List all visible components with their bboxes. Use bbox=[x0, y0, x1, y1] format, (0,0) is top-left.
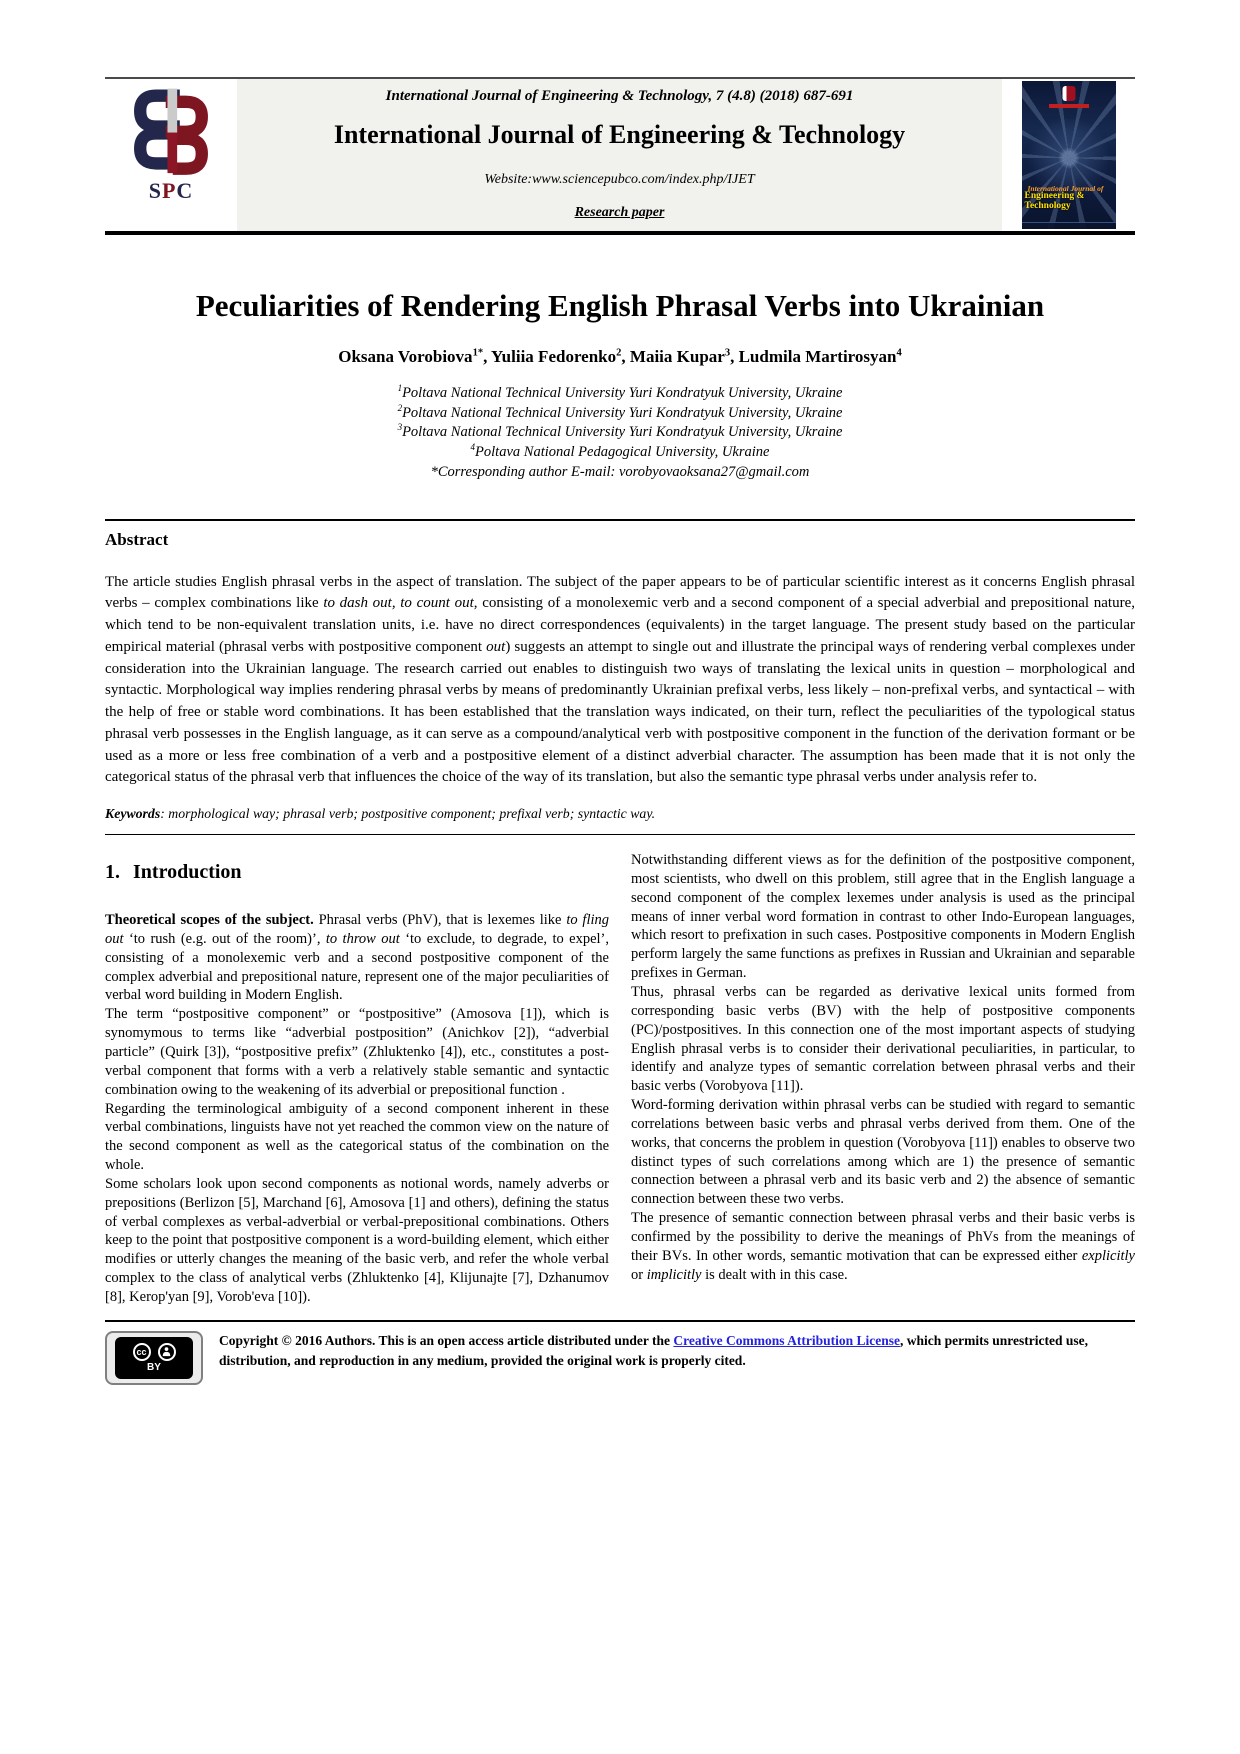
cover-title: Engineering & Technology bbox=[1024, 191, 1085, 211]
journal-header bbox=[105, 77, 1135, 235]
section-title: Introduction bbox=[133, 861, 242, 884]
publisher-logo bbox=[105, 79, 237, 231]
creative-commons-license-link[interactable]: Creative Commons Attribution License bbox=[673, 1332, 900, 1348]
keywords-line: Keywords: morphological way; phrasal verb; postpositive component; prefixal verb; syntactic way. bbox=[105, 806, 656, 822]
body-columns bbox=[105, 851, 1135, 1307]
cover-banner bbox=[1049, 104, 1089, 108]
cover-subtitle: International Journal of bbox=[1027, 184, 1104, 193]
intro-heading bbox=[105, 859, 609, 885]
journal-title: International Journal of Engineering & Technology bbox=[333, 120, 906, 149]
left-column bbox=[105, 851, 609, 1307]
abstract-heading: Abstract bbox=[105, 529, 169, 549]
corresponding-author-line: *Corresponding author E-mail: vorobyovaoksana27@gmail.com bbox=[430, 463, 810, 480]
cc-icon: cc bbox=[133, 1343, 151, 1361]
journal-website: Website:www.sciencepubco.com/index.php/IJET bbox=[484, 172, 755, 187]
intro-paragraph: Notwithstanding different views as for the definition of the postpositive component, most scientists, who dwell on this problem, still agree that in the English language a second component of the complex lexemes under analysis is used as the principal means of inner verbal word formation in contrast to other Indo-European languages, which resort to prefixation in such cases. Postpositive components in Modern English perform largely the same functions as prefixes in Russian and Ukrainian and separable prefixes in German. bbox=[631, 852, 1135, 982]
cc-by-label: BY bbox=[147, 1361, 161, 1373]
journal-header-panel bbox=[237, 79, 1002, 231]
intro-paragraph: The term “postpositive component” or “postpositive” (Amosova [1]), which is synomymous to terms like “adverbial postposition” (Anichkov [2]), “adverbial particle” (Quirk [3]), “postpositive prefix” (Zhluktenko [4]), etc., constitutes a post-verbal component that forms with a verb a relatively stable semantic and syntactic combination owing to the weakening of its adverbial or prepositional function . bbox=[105, 1006, 609, 1098]
article-title: Peculiarities of Rendering English Phrasal Verbs into Ukrainian bbox=[195, 288, 1045, 323]
intro-paragraph: Word-forming derivation within phrasal verbs can be studied with regard to semantic correlations between basic verbs and phrasal verbs derived from them. One of the works, that concerns the problem in question (Vorobyova [11]) enables to observe two distinct types of such correlations among which are 1) the presence of semantic connection between a phrasal verb and its basic verb and 2) the absence of semantic connection between these two verbs. bbox=[631, 1097, 1135, 1208]
spc-logo-icon bbox=[127, 83, 215, 177]
person-icon bbox=[158, 1343, 176, 1361]
authors-line: Oksana Vorobiova$^{1*}$, Yuliia Fedorenko$^2$, Maiia Kupar$^3$, Ludmila Martirosyan$^4$ bbox=[338, 347, 902, 366]
right-column bbox=[631, 851, 1135, 1307]
section-number: 1. bbox=[105, 861, 120, 884]
copyright-text: Copyright © 2016 Authors. This is an open access article distributed under the Creative Commons Attribution License, which permits unrestricted use, distribution, and reproduction in any medium, provided the original work is properly cited. bbox=[219, 1332, 1088, 1369]
intro-paragraph: Thus, phrasal verbs can be regarded as derivative lexical units formed from corresponding basic verbs (BV) with the help of postpositive components (PC)/postpositives. In this connection one of the most important aspects of studying English phrasal verbs is to consider their derivational peculiarities, in particular, to identify and analyze types of semantic correlation between phrasal verbs and their basic verbs (Vorobyova [11]). bbox=[631, 984, 1135, 1095]
intro-paragraph: Some scholars look upon second components as notional words, namely adverbs or prepositions (Berlizon [5], Marchand [6], Amosova [1] and others), defining the status of verbal complexes as verbal-adverbial or verbal-prepositional combinations. Others keep to the point that postpositive component is a word-building element, which either modifies or utterly changes the meaning of the basic verb, and refer the whole verbal complex to the class of analytical verbs (Zhluktenko [4], Klijunajte [7], Dzhanumov [8], Kerop'yan [9], Vorob'eva [10]). bbox=[105, 1175, 609, 1305]
journal-cover bbox=[1002, 79, 1135, 231]
cover-logo-icon bbox=[1062, 86, 1075, 101]
affiliation-line: $^2$Poltava National Technical University Yuri Kondratyuk University, Ukraine bbox=[397, 402, 843, 421]
affiliation-line: $^3$Poltava National Technical University Yuri Kondratyuk University, Ukraine bbox=[397, 422, 843, 441]
intro-paragraph: The presence of semantic connection between phrasal verbs and their basic verbs is confirmed by the possibility to derive the meanings of PhVs from the meanings of their BVs. In other words, semantic motivation that can be expressed either explicitly or implicitly is dealt with in this case. bbox=[631, 1210, 1135, 1283]
paper-type-label: Research paper bbox=[574, 205, 665, 220]
affiliations-block bbox=[105, 384, 1135, 483]
cover-image bbox=[1022, 81, 1116, 229]
affiliation-line: $^1$Poltava National Technical University Yuri Kondratyuk University, Ukraine bbox=[397, 383, 843, 401]
abstract-text: The article studies English phrasal verbs in the aspect of translation. The subject of the paper appears to be of particular scientific interest as it concerns English phrasal verbs – complex combinations like to dash out, to count out, consisting of a monolexemic verb and a second component of a special adverbial and prepositional nature, which tend to be non-equivalent translation units, i.e. have no direct correspondences (equivalents) in the target language. The present study based on the particular empirical material (phrasal verbs with postpositive component out) suggests an attempt to single out and illustrate the principal ways of rendering verbal complexes under consideration into the Ukrainian language. The research carried out enables to distinguish two ways of translating the lexical units in question – morphological and syntactic. Morphological way implies rendering phrasal verbs by means of predominantly Ukrainian prefixal verbs, less likely – non-prefixal verbs, and syntactical – with the help of free or stable word combinations. It has been established that the translation ways indicated, on their turn, reflect the peculiarities of the typological status phrasal verb possesses in the English language, as it can serve as a compound/analytical verb with postpositive component in the function of the derivation formant or be used as a more or less free combination of a verb and a postpositive element of a distinct adverbial character. The assumption has been made that it is not only the categorical status of the phrasal verb that influences the choice of the way of its translation, but also the semantic type phrasal verbs under analysis refer to. bbox=[105, 573, 1135, 786]
cc-by-badge bbox=[105, 1331, 203, 1385]
publisher-logo-text: SPC bbox=[148, 178, 194, 203]
intro-paragraph: Regarding the terminological ambiguity of a second component inherent in these verbal combinations, linguists have not yet reached the common view on the nature of the second component as well as the categorical status of the combination on the whole. bbox=[105, 1100, 609, 1174]
journal-citation: International Journal of Engineering & Technology, 7 (4.8) (2018) 687-691 bbox=[385, 88, 854, 104]
intro-paragraph: Theoretical scopes of the subject. Phrasal verbs (PhV), that is lexemes like to fling out ‘to rush (e.g. out of the room)’, to throw out ‘to exclude, to degrade, to expel’, consisting of a monolexemic verb and a second postpositive component of the complex adverbial and prepositional nature, represent one of the major peculiarities of verbal word building in Modern English. bbox=[105, 912, 610, 1004]
cover-footer-strip bbox=[1022, 222, 1116, 229]
license-footer bbox=[105, 1320, 1135, 1385]
abstract-top-divider bbox=[105, 519, 1135, 521]
keywords-divider bbox=[105, 834, 1135, 835]
affiliation-line: $^4$Poltava National Pedagogical University, Ukraine bbox=[470, 442, 770, 461]
cc-by-badge-inner bbox=[115, 1337, 193, 1379]
